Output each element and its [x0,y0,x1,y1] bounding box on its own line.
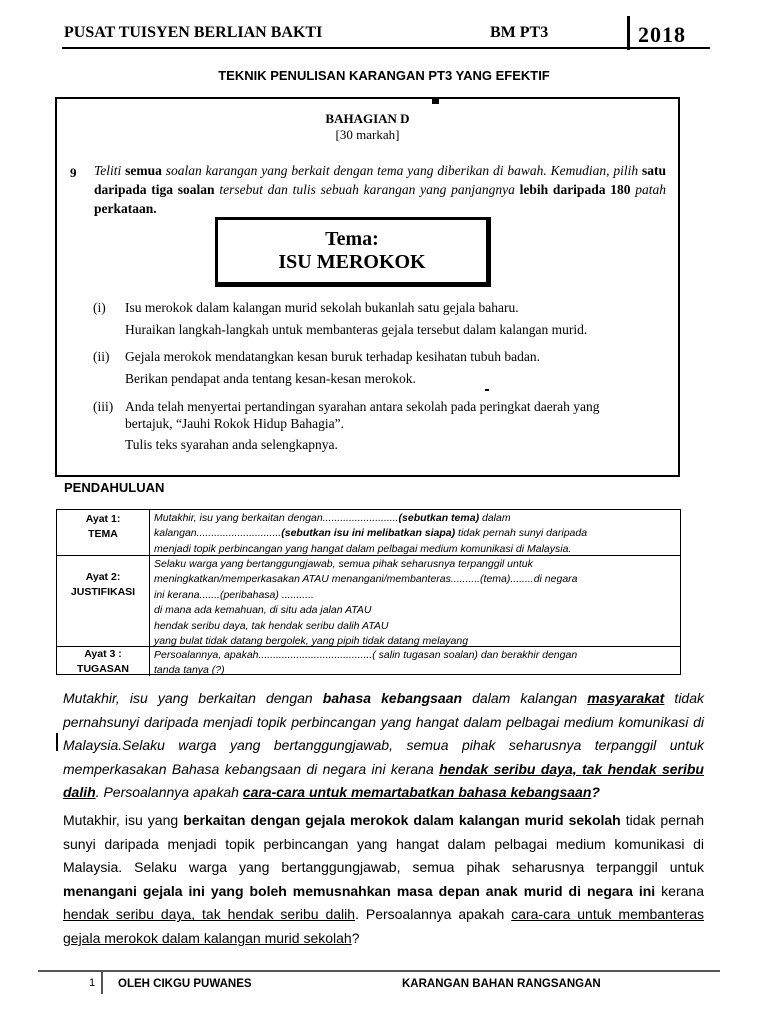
exam-question-scan: BAHAGIAN D [30 markah] 9 Teliti semua soalan karangan yang berkait dengan tema yang diberikan di bawah. Kemudian, pilih satu daripada tiga soalan tersebut dan tulis sebuah karangan yang panjangnya lebih daripada 180 patah perkataan. Tema: ISU MEROKOK (i) Isu merokok dalam kalangan murid sekolah bukanlah satu gejala baharu. Huraikan langkah-langkah untuk membanteras gejala tersebut dalam kalangan murid. (ii) Gejala merokok mendatangkan kesan buruk terhadap kesihatan tubuh badan. Berikan pendapat anda tentang kesan-kesan merokok. (iii) Anda telah menyertai pertandingan syarahan antara sekolah pada peringkat daerah yang bertajuk, “Jauhi Rokok Hidup Bahagia”. Tulis teks syarahan anda selengkapnya. [55,97,680,477]
subject-label: BM PT3 [490,24,549,41]
introduction-template-table [56,509,681,675]
table-row [57,646,680,676]
theme-box [215,217,491,287]
row-content: Mutakhir, isu yang berkaitan dengan..........................(sebutkan tema) dalam kalangan.............................(sebutkan isu ini melibatkan siapa) tidak pernah sunyi daripada menjadi topik perbincangan yang hangat dalam pelbagai medium komunikasi di Malaysia. [154,512,588,555]
scan-mark [432,99,439,104]
footer-rule [38,970,720,972]
table-row [57,510,680,555]
page-number: 1 [89,977,96,989]
example-paragraph-2: Mutakhir, isu yang berkaitan dengan gejala merokok dalam kalangan murid sekolah tidak pernah sunyi daripada menjadi topik perbincangan yang hangat dalam pelbagai medium komunikasi di Malaysia. Selaku warga yang bertanggungjawab, semua pihak seharusnya terpanggil untuk menangani gejala ini yang boleh memusnahkan masa depan anak murid di negara ini kerana hendak seribu daya, tak hendak seribu dalih. Persoalannya apakah cara-cara untuk membanteras gejala merokok dalam kalangan murid sekolah? [63,812,704,946]
footer-title: KARANGAN BAHAN RANGSANGAN [402,978,601,990]
table-row [57,555,680,649]
section-marks: [30 markah] [335,127,400,142]
section-heading: BAHAGIAN D [325,111,410,126]
row-content: Persoalannya, apakah.......................................( salin tugasan soalan) dan berakhir dengan tanda tanya (?) [154,649,578,677]
document-title: TEKNIK PENULISAN KARANGAN PT3 YANG EFEKTIF [218,68,550,83]
row-label: Ayat 2: JUSTIFIKASI [70,571,136,598]
theme-title: ISU MEROKOK [278,251,426,273]
header-divider [627,16,630,50]
tuition-centre-name: PUSAT TUISYEN BERLIAN BAKTI [64,24,323,41]
example-paragraph-1: Mutakhir, isu yang berkaitan dengan bahasa kebangsaan dalam kalangan masyarakat tidak pernahsunyi daripada menjadi topik perbincangan yang hangat dalam pelbagai medium komunikasi di Malaysia.Selaku warga yang bertanggungjawab, semua pihak seharusnya terpanggil untuk memperkasakan Bahasa kebangsaan di negara ini kerana hendak seribu daya, tak hendak seribu dalih. Persoalannya apakah cara-cara untuk memartabatkan bahasa kebangsaan? [63,690,705,801]
footer-divider [101,970,103,994]
row-content: Selaku warga yang bertanggungjawab, semua pihak seharusnya terpanggil untuk meningkatkan/memperkasakan ATAU menangani/membanteras..........(tema)........di negara ini kerana.......(peribahasa) ........... di mana ada kemahuan, di situ ada jalan ATAU hendak seribu daya, tak hendak seribu dalih ATAU yang bulat tidak datang bergolek, yang pipih tidak datang melayang [154,558,578,648]
theme-label: Tema: [325,228,379,250]
footer-author: OLEH CIKGU PUWANES [118,978,252,990]
year-label: 2018 [638,22,686,47]
question-number: 9 [70,165,77,180]
row-label: Ayat 3 : TUGASAN [77,648,129,675]
question-instruction: Teliti semua soalan karangan yang berkait dengan tema yang diberikan di bawah. Kemudian, pilih satu daripada tiga soalan tersebut dan tulis sebuah karangan yang panjangnya lebih daripada 180 patah perkataan. [94,163,666,216]
row-label: Ayat 1: TEMA [85,513,121,540]
section-heading-pendahuluan: PENDAHULUAN [64,480,165,495]
margin-bar [56,733,58,751]
header-rule [62,47,710,49]
